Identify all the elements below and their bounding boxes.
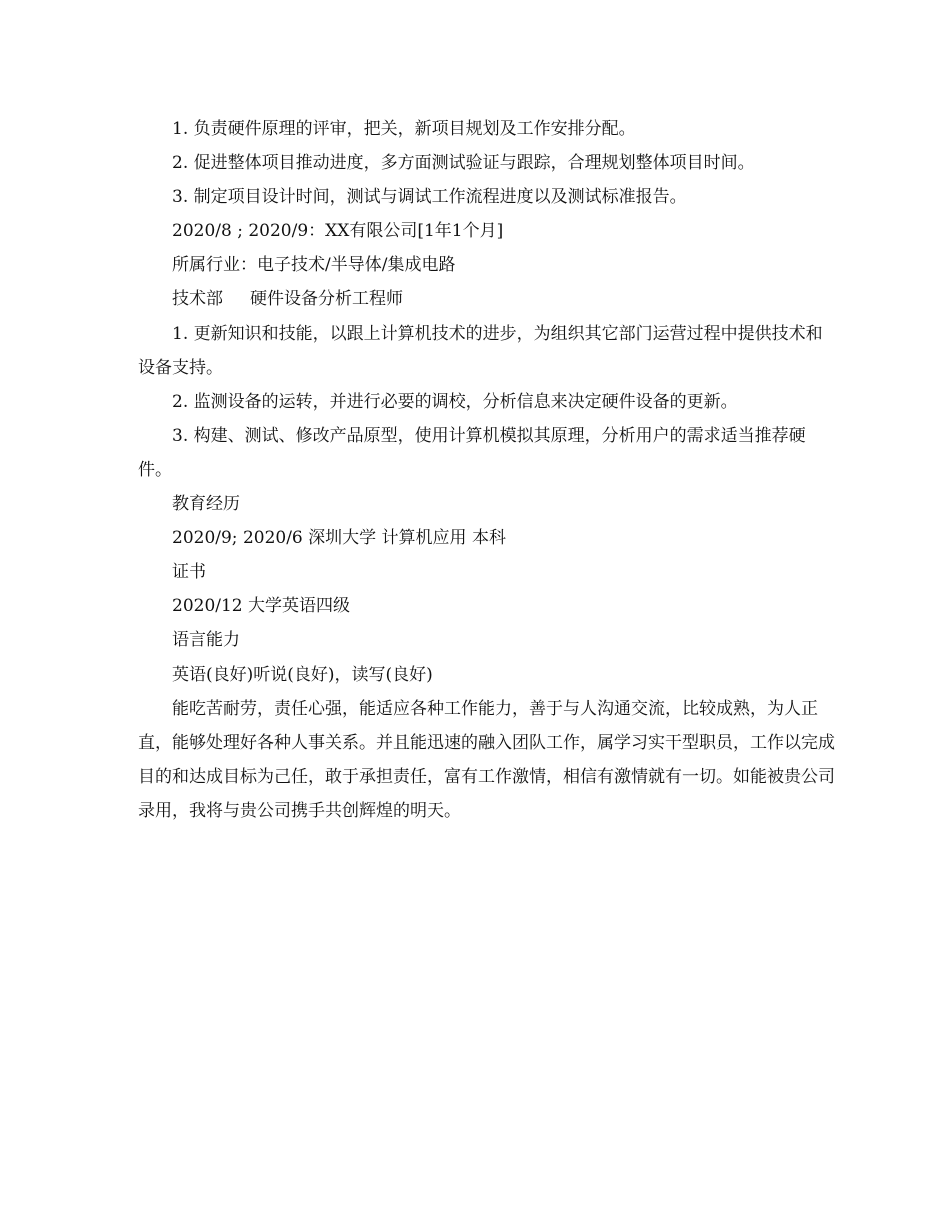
language-entry: 英语(良好)听说(良好)，读写(良好) <box>172 664 433 685</box>
self-evaluation: 能吃苦耐劳，责任心强，能适应各种工作能力，善于与人沟通交流，比较成熟，为人正直，能够处理好各种人事关系。并且能迅速的融入团队工作，属学习实干型职员，工作以完成目的和达成目标为己任，敢于承担责任，富有工作激情，相信有激情就有一切。如能被贵公司录用，我将与贵公司携手共创辉煌的明天。 <box>138 698 835 821</box>
duty-item-4: 1. 更新知识和技能，以跟上计算机技术的进步，为组织其它部门运营过程中提供技术和设备支持。 <box>138 323 823 378</box>
certificate-heading: 证书 <box>172 562 206 583</box>
duty-item-5: 2. 监测设备的运转，并进行必要的调校，分析信息来决定硬件设备的更新。 <box>172 391 738 412</box>
document-page <box>138 112 838 828</box>
certificate-entry: 2020/12 大学英语四级 <box>172 596 351 617</box>
language-heading: 语言能力 <box>172 630 240 651</box>
duty-item-2: 2. 促进整体项目推动进度，多方面测试验证与跟踪，合理规划整体项目时间。 <box>172 153 755 174</box>
education-entry: 2020/9; 2020/6 深圳大学 计算机应用 本科 <box>172 528 506 549</box>
job-department-position: 技术部 硬件设备分析工程师 <box>172 289 404 310</box>
duty-item-6: 3. 构建、测试、修改产品原型，使用计算机模拟其原理，分析用户的需求适当推荐硬件。 <box>138 425 806 480</box>
education-heading: 教育经历 <box>172 494 240 515</box>
duty-item-3: 3. 制定项目设计时间，测试与调试工作流程进度以及测试标准报告。 <box>172 187 687 208</box>
duty-item-1: 1. 负责硬件原理的评审，把关，新项目规划及工作安排分配。 <box>172 119 636 139</box>
job-industry: 所属行业：电子技术/半导体/集成电路 <box>172 255 456 276</box>
job-period-company: 2020/8 ; 2020/9：XX有限公司[1年1个月] <box>172 221 504 242</box>
